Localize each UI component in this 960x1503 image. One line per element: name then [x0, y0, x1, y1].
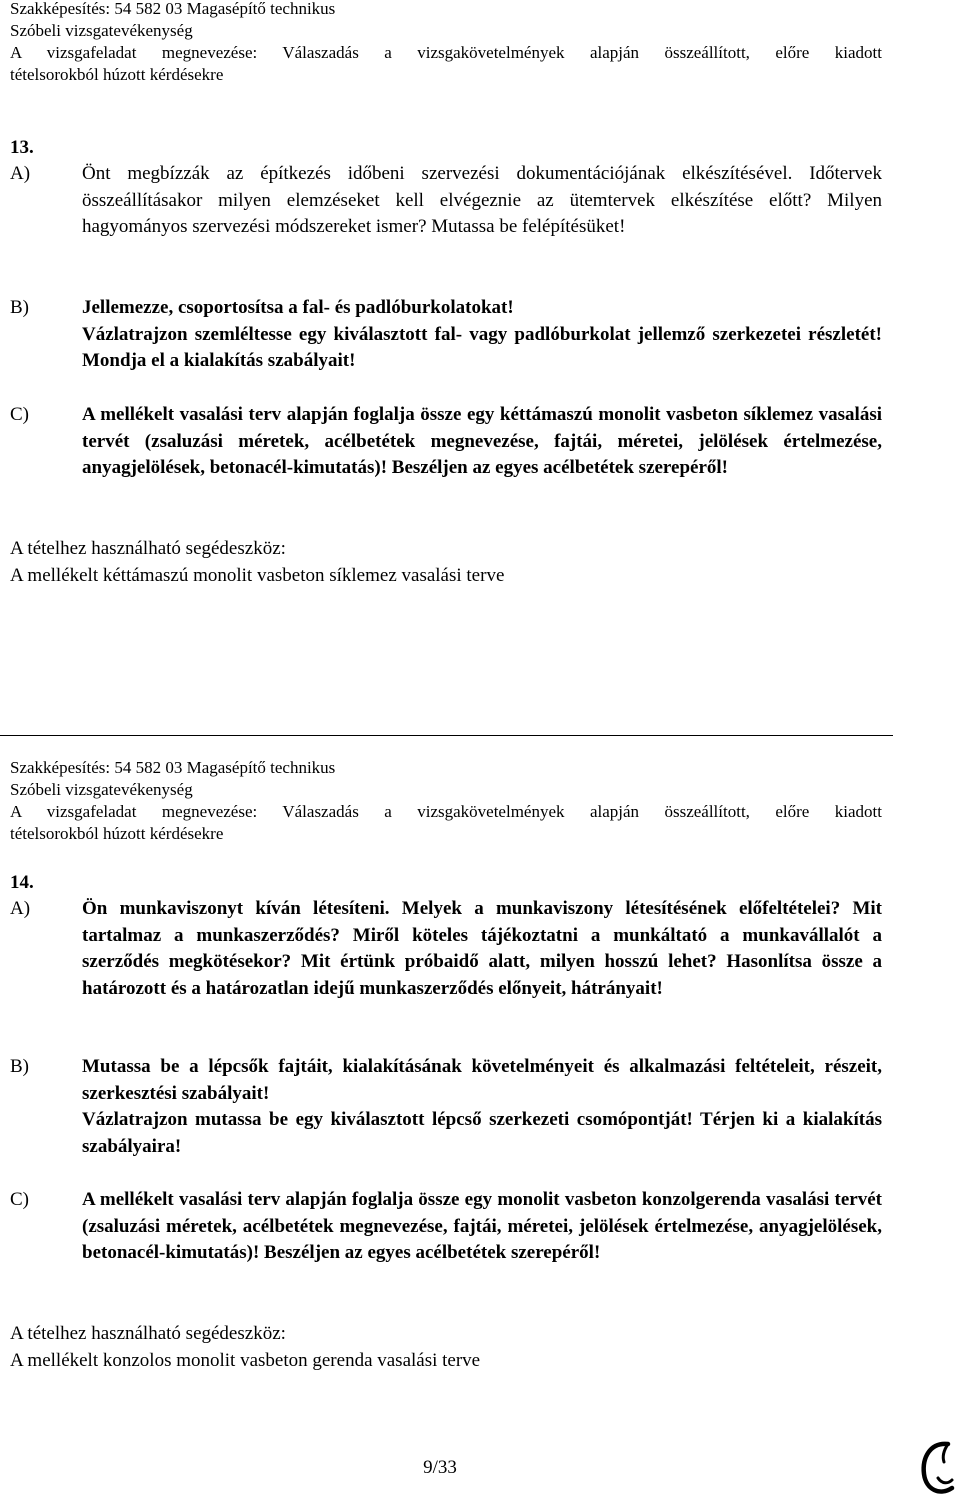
header-task-line1: A vizsgafeladat megnevezése: Válaszadás a vizsgakövetelmények alapján összeállított, előre kiadott	[10, 802, 882, 821]
q14-item-c	[10, 1187, 882, 1267]
q14-item-a	[10, 896, 882, 1002]
q13-c-letter: C)	[10, 404, 29, 425]
page-header	[10, 0, 882, 86]
q13-a-text: Önt megbízzák az építkezés időbeni szervezési dokumentációjának elkészítésével. Időtervek összeállításakor milyen elemzéseket kell elvégeznie az ütemtervek elkészítése előtt? Milyen hagyományos szervezési módszereket ismer? Mutassa be felépítésüket!	[82, 163, 882, 237]
q13-item-a	[10, 161, 882, 241]
q13-b-text1: Jellemezze, csoportosítsa a fal- és padlóburkolatokat!	[82, 297, 514, 318]
header-task-line2: tételsorokból húzott kérdésekre	[10, 65, 224, 84]
q13-aid-label: A tételhez használható segédeszköz:	[10, 538, 286, 559]
header-qualification: Szakképesítés: 54 582 03 Magasépítő technikus	[10, 758, 336, 777]
q13-b-text2: Vázlatrajzon szemléltesse egy kiválasztott fal- vagy padlóburkolat jellemző szerkezetei részletét! Mondja el a kialakítás szabályait!	[82, 323, 882, 371]
header-activity: Szóbeli vizsgatevékenység	[10, 21, 193, 40]
q14-c-letter: C)	[10, 1189, 29, 1210]
q13-item-b	[10, 295, 882, 375]
q14-aid-text: A mellékelt konzolos monolit vasbeton gerenda vasalási terve	[10, 1350, 481, 1371]
q14-a-text: Ön munkaviszonyt kíván létesíteni. Melyek a munkaviszony létesítésének előfeltételei? Mit tartalmaz a munkaszerződés? Miről köteles tájékoztatni a munkáltató a munkavállalót a szerződés megkötésekor? Mit értünk próbaidő alatt, milyen hosszú lehet? Hasonlítsa össze a határozott és a határozatlan idejű munkaszerződés előnyeit, hátrányait!	[82, 898, 882, 999]
q13-c-text: A mellékelt vasalási terv alapján foglalja össze egy kéttámaszú monolit vasbeton síklemez vasalási tervét (zsaluzási méretek, acélbetétek megnevezése, fajtái, méretei, jelölések értelmezése, anyagjelölések, betonacél-kimutatás)! Beszéljen az egyes acélbetétek szerepéről!	[82, 404, 882, 478]
q14-item-b	[10, 1054, 882, 1160]
q13-item-c	[10, 402, 882, 482]
publisher-logo-icon	[918, 1438, 958, 1500]
q14-b-text2: Vázlatrajzon mutassa be egy kiválasztott lépcső szerkezeti csomópontját! Térjen ki a kialakítás szabályaira!	[82, 1109, 882, 1157]
q14-c-text: A mellékelt vasalási terv alapján foglalja össze egy monolit vasbeton konzolgerenda vasalási tervét (zsaluzási méretek, acélbetétek megnevezése, fajtái, méretei, jelölések értelmezése, anyagjelölések, betonacél-kimutatás)! Beszéljen az egyes acélbetétek szerepéről!	[82, 1189, 882, 1263]
q14-b-text1: Mutassa be a lépcsők fajtáit, kialakításának követelményeit és alkalmazási feltételeit, részeit, szerkesztési szabályait!	[82, 1056, 882, 1104]
question-number-14: 14.	[10, 872, 34, 893]
page-number: 9/33	[423, 1457, 457, 1478]
question-number-13: 13.	[10, 137, 34, 158]
q14-b-letter: B)	[10, 1056, 29, 1077]
page-divider	[0, 735, 893, 736]
q14-a-letter: A)	[10, 898, 31, 919]
header-qualification: Szakképesítés: 54 582 03 Magasépítő technikus	[10, 0, 336, 18]
q13-a-letter: A)	[10, 163, 31, 184]
q13-aid-text: A mellékelt kéttámaszú monolit vasbeton síklemez vasalási terve	[10, 565, 505, 586]
header-activity: Szóbeli vizsgatevékenység	[10, 780, 193, 799]
section-header	[10, 757, 882, 845]
q14-aid-label: A tételhez használható segédeszköz:	[10, 1323, 286, 1344]
q13-b-letter: B)	[10, 297, 29, 318]
header-task-line1: A vizsgafeladat megnevezése: Válaszadás a vizsgakövetelmények alapján összeállított, előre kiadott	[10, 43, 882, 62]
header-task-line2: tételsorokból húzott kérdésekre	[10, 824, 224, 843]
